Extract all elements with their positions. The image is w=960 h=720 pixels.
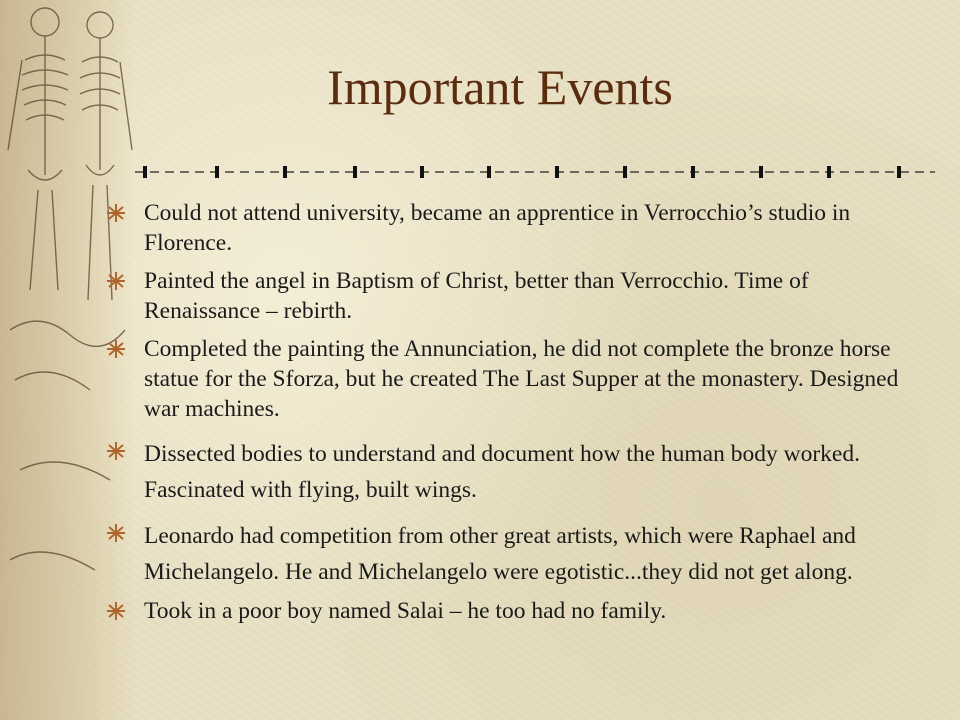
star-bullet-icon (105, 203, 127, 223)
bullet-text: Painted the angel in Baptism of Christ, better than Verrocchio. Time of Renaissance – rebirth. (144, 268, 809, 324)
star-bullet-icon (105, 271, 127, 291)
bullet-item (105, 198, 925, 258)
bullet-item (105, 436, 925, 508)
star-bullet-icon (105, 523, 127, 543)
dashed-dot-divider (135, 160, 935, 184)
bullet-text: Completed the painting the Annunciation, he did not complete the bronze horse statue for the Sforza, but he created The Last Supper at the monastery. Designed war machines. (144, 336, 899, 422)
bullet-text: Could not attend university, became an apprentice in Verrocchio’s studio in Florence. (144, 200, 851, 256)
star-bullet-icon (105, 339, 127, 359)
bullet-item (105, 596, 925, 626)
bullet-item (105, 266, 925, 326)
star-bullet-icon (105, 601, 127, 621)
bullet-text: Dissected bodies to understand and document how the human body worked. Fascinated with flying, built wings. (144, 441, 860, 503)
slide-title: Important Events (327, 59, 673, 115)
bullet-item (105, 334, 925, 424)
bullet-text: Leonardo had competition from other great artists, which were Raphael and Michelangelo. He and Michelangelo were egotistic...they did not get along. (144, 523, 856, 585)
star-bullet-icon (105, 441, 127, 461)
bullet-list (105, 198, 925, 626)
bullet-item (105, 518, 925, 590)
bullet-text: Took in a poor boy named Salai – he too had no family. (144, 598, 667, 624)
